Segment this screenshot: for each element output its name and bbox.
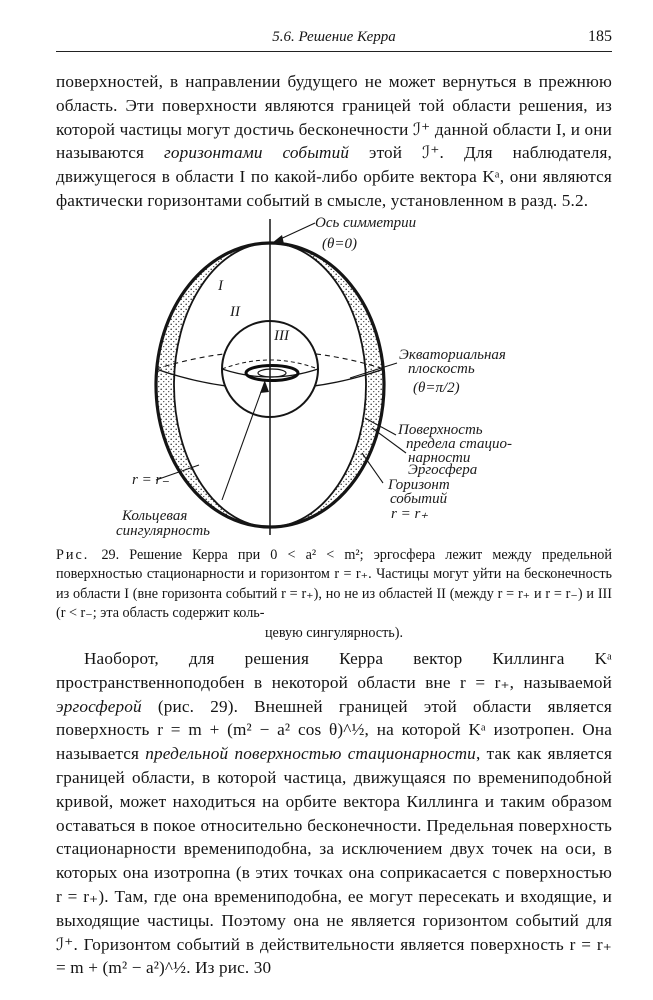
- figure-29: [100, 213, 560, 548]
- running-head: [56, 27, 612, 49]
- caption-label: Рис.: [56, 547, 90, 563]
- label-ergosphere: Эргосфера: [408, 462, 478, 478]
- page-number: 185: [588, 28, 612, 45]
- label-equator-line1: Экваториальная: [399, 347, 506, 363]
- caption-number: 29.: [101, 547, 120, 563]
- label-horizon-equation: r = r₊: [391, 506, 429, 522]
- paragraph-2-text-1: Наоборот, для решения Керра вектор Киллинга Kᵃ пространственноподобен в некоторой области вне r = r₊, называемой: [56, 649, 612, 692]
- paragraph-2-emphasis-1: эргосферой: [56, 696, 142, 716]
- label-equator-theta: (θ=π/2): [413, 380, 460, 396]
- label-region-two: II: [230, 304, 240, 320]
- paragraph-2: [56, 647, 612, 980]
- label-axis-theta: (θ=0): [322, 236, 357, 252]
- paragraph-2-text-2: (рис. 29). Внешней границей этой области является поверхность r = m + (m² − a² cos θ)^½, на которой Kᵃ изотропен. Она называется: [56, 696, 612, 764]
- caption-last-line: цевую сингулярность).: [264, 624, 404, 641]
- label-surface-line1: Поверхность: [398, 422, 483, 438]
- label-surface-line3: нарности: [408, 450, 471, 466]
- header-rule: [56, 51, 612, 52]
- axis-arrowhead: [272, 235, 284, 244]
- paragraph-1: [56, 70, 612, 213]
- paragraph-1-emphasis: горизонтами событий: [164, 143, 350, 163]
- caption-text: Решение Керра при 0 < a² < m²; эргосфера лежит между предельной поверхностью стационарности и горизонтом r = r₊. Частицы могут уйти на бесконечность из области I (вне горизонта событий r = r₊), но не из областей II (между r = r₊ и r = r₋) и III (r < r₋; эта область содержит коль-: [56, 547, 612, 622]
- running-title: 5.6. Решение Керра: [272, 29, 396, 45]
- paragraph-1-text-a: поверхностей, в направлении будущего не может вернуться в прежнюю область. Эти поверхности являются границей той области решения, из которой частицы могут достичь бесконечности ℐ⁺ данной области I, и они называются: [56, 72, 612, 163]
- label-axis-title: Ось симметрии: [315, 215, 417, 231]
- paragraph-1-text-b: этой ℐ⁺. Для наблюдателя, движущегося в области I по какой-либо орбите вектора Kᵃ, они являются фактически горизонтами событий в смысле, установленном в разд. 5.2.: [56, 143, 612, 210]
- label-r-minus: r = r₋: [132, 472, 170, 488]
- label-region-three: III: [274, 328, 289, 344]
- paragraph-2-text-3: , так как является границей области, в которой частица, движущаяся по времениподобной кривой, может находиться на орбите вектора Киллинга и таким образом оставаться в покое относительно бесконечности. Предельная поверхность стационарности времениподобна, за исключением двух точек на оси, в которых она изотропна (в этих точках она соприкасается с поверхностью r = r₊). Там, где она времениподобна, ее могут пересекать и входящие, и выходящие частицы. Поэтому она не является горизонтом событий для ℐ⁺. Горизонтом событий в действительности является поверхность r = r₊ = m + (m² − a²)^½. Из рис. 30: [56, 744, 612, 978]
- label-horizon-line1: Горизонт: [388, 477, 450, 493]
- figure-caption: [56, 546, 612, 643]
- label-horizon-line2: событий: [390, 491, 448, 507]
- label-region-one: I: [218, 278, 223, 294]
- label-surface-line2: предела стацио-: [406, 436, 512, 452]
- label-ring-line2: сингулярность: [116, 523, 210, 539]
- label-ring-line1: Кольцевая: [122, 508, 188, 524]
- label-equator-line2: плоскость: [408, 361, 475, 377]
- paragraph-2-emphasis-2: предельной поверхностью стационарности: [145, 744, 476, 764]
- kerr-diagram: [100, 213, 560, 548]
